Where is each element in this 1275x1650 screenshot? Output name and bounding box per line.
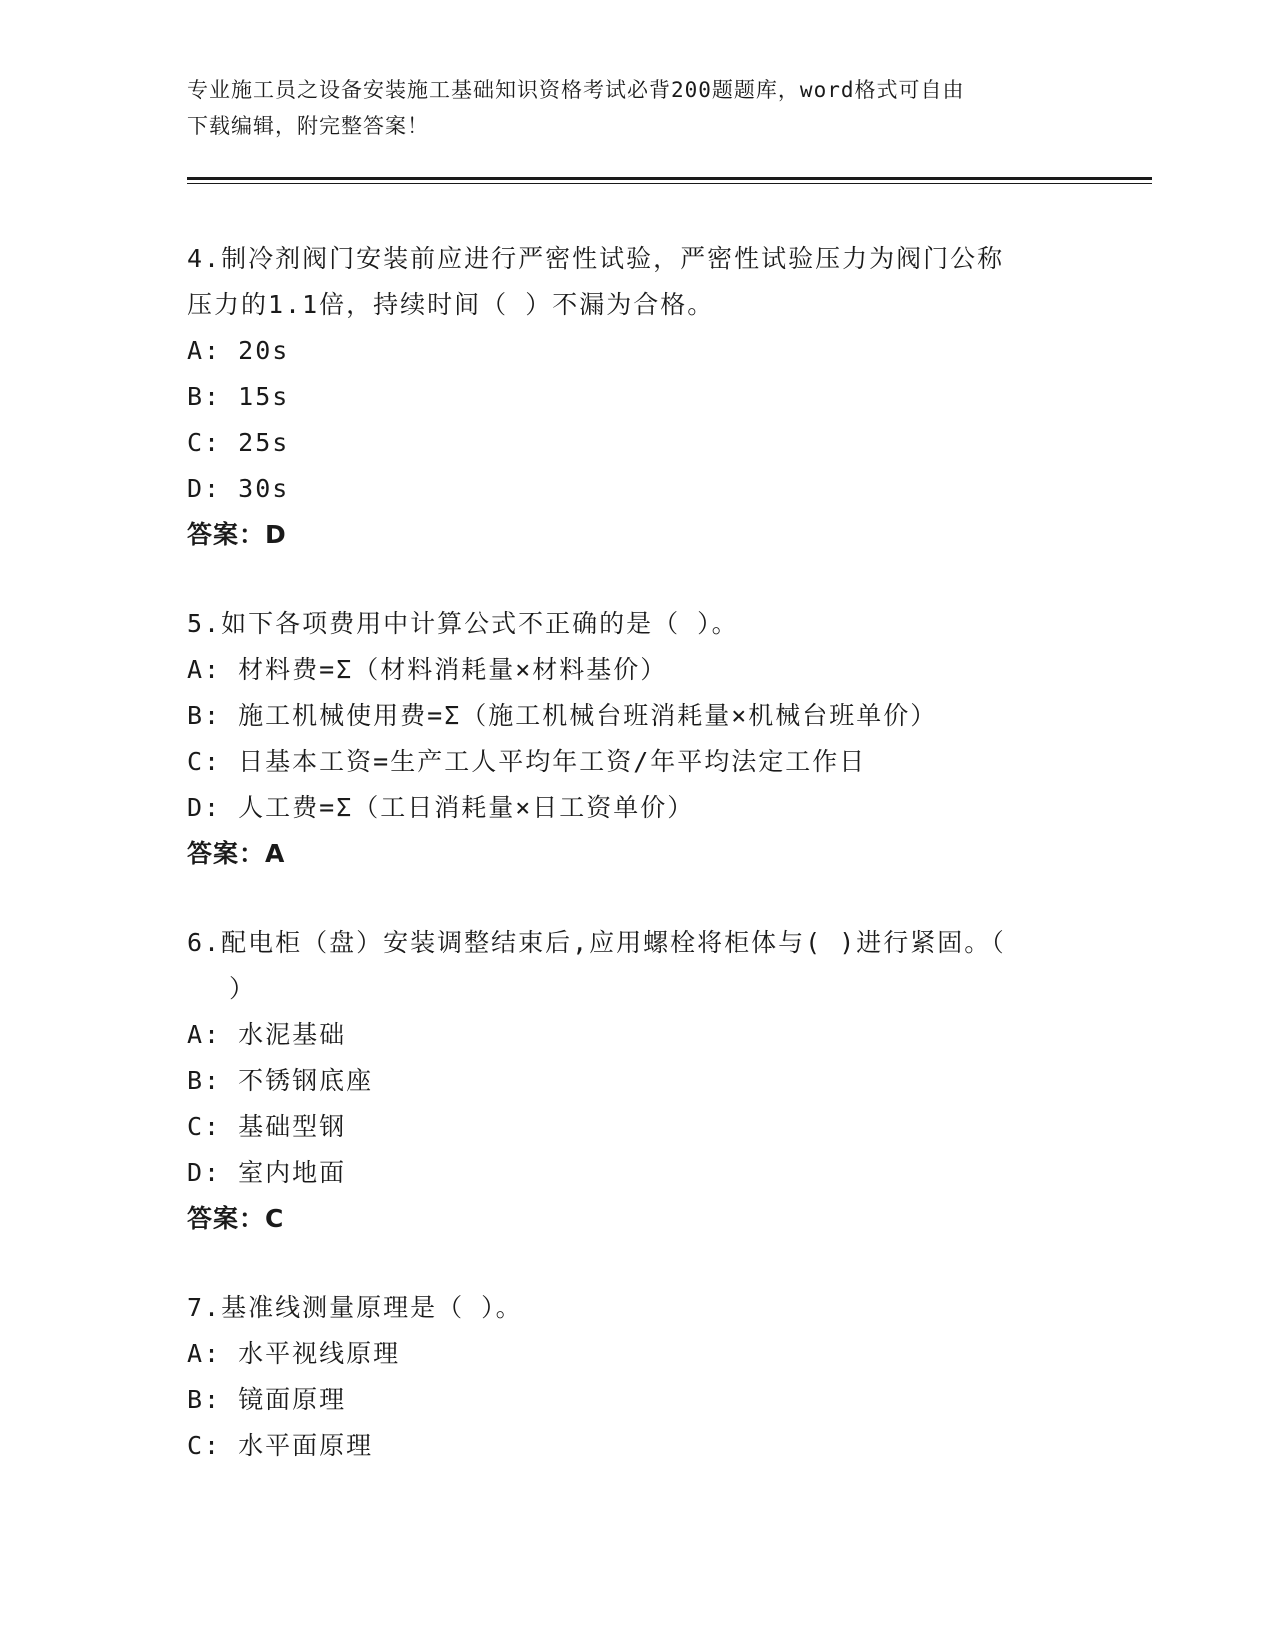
option-b: B: 15s [187, 382, 290, 411]
option-a: A: 水平视线原理 [187, 1339, 401, 1368]
header-title-line2: 下载编辑，附完整答案！ [187, 114, 429, 138]
option-d: D: 人工费=Σ（工日消耗量×日工资单价） [187, 793, 695, 822]
option-b: B: 不锈钢底座 [187, 1066, 374, 1095]
question-6 [187, 920, 1067, 1242]
option-a: A: 20s [187, 336, 290, 365]
answer-line: 答案：A [187, 839, 286, 868]
option-a: A: 材料费=Σ（材料消耗量×材料基价） [187, 655, 668, 684]
option-b: B: 施工机械使用费=Σ（施工机械台班消耗量×机械台班单价） [187, 701, 938, 730]
document-header [187, 72, 1067, 144]
option-d: D: 室内地面 [187, 1158, 347, 1187]
option-c: C: 基础型钢 [187, 1112, 347, 1141]
question-stem: 4.制冷剂阀门安装前应进行严密性试验，严密性试验压力为阀门公称 [187, 244, 1005, 273]
header-divider-thick [187, 177, 1152, 180]
answer-line: 答案：D [187, 520, 287, 549]
option-c: C: 水平面原理 [187, 1431, 374, 1460]
answer-line: 答案：C [187, 1204, 285, 1233]
question-7 [187, 1285, 1067, 1469]
option-b: B: 镜面原理 [187, 1385, 347, 1414]
question-4 [187, 236, 1067, 558]
option-c: C: 25s [187, 428, 290, 457]
header-title-line1: 专业施工员之设备安装施工基础知识资格考试必背200题题库，word格式可自由 [187, 78, 965, 102]
question-stem: 7.基准线测量原理是（ ）。 [187, 1293, 523, 1322]
option-a: A: 水泥基础 [187, 1020, 347, 1049]
question-5 [187, 601, 1067, 877]
question-stem: 6.配电柜（盘）安装调整结束后,应用螺栓将柜体与( )进行紧固。（ [187, 928, 1006, 957]
question-stem-continued: 压力的1.1倍，持续时间（ ）不漏为合格。 [187, 290, 715, 319]
question-stem-continued: ） [229, 974, 257, 1003]
option-d: D: 30s [187, 474, 290, 503]
option-c: C: 日基本工资=生产工人平均年工资/年平均法定工作日 [187, 747, 867, 776]
question-list [187, 236, 1067, 1512]
header-divider-thin [187, 183, 1152, 184]
question-stem: 5.如下各项费用中计算公式不正确的是（ ）。 [187, 609, 739, 638]
